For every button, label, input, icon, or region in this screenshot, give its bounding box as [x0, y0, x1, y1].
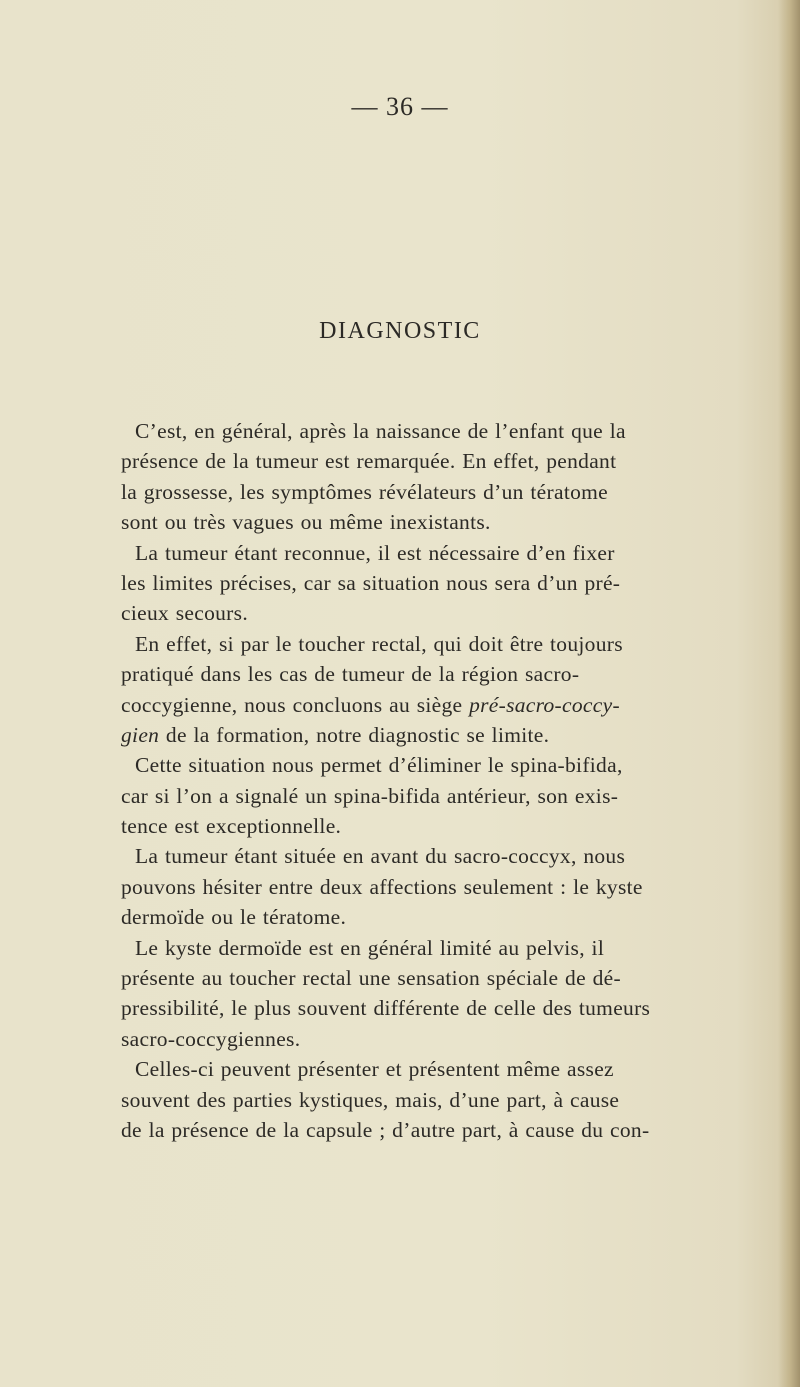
text-run: Celles-ci peuvent présenter et présentent même assez — [135, 1057, 614, 1082]
italic-text: pré-sacro-coccy- — [469, 692, 620, 717]
text-line — [121, 750, 771, 780]
text-run: pouvons hésiter entre deux affections seulement : le kyste — [121, 874, 643, 899]
text-line — [121, 446, 771, 476]
text-line — [121, 872, 771, 902]
text-line — [121, 933, 771, 963]
text-run: tence est exceptionnelle. — [121, 814, 342, 839]
text-run: coccygienne, nous concluons au siège — [121, 692, 470, 717]
text-run: C’est, en général, après la naissance de l’enfant que la — [135, 419, 626, 443]
text-run: les limites précises, car sa situation nous sera d’un pré- — [121, 570, 621, 595]
text-line — [121, 507, 771, 537]
italic-text: gien — [121, 722, 160, 747]
body-text — [121, 416, 771, 1145]
text-run: présente au toucher rectal une sensation spéciale de dé- — [121, 966, 621, 991]
text-run: de la présence de la capsule ; d’autre part, à cause du con- — [121, 1117, 650, 1142]
text-line — [121, 841, 771, 871]
text-line — [121, 1054, 771, 1084]
text-run: présence de la tumeur est remarquée. En effet, pendant — [121, 449, 617, 474]
text-line — [121, 690, 771, 720]
text-run: La tumeur étant reconnue, il est nécessaire d’en fixer — [135, 540, 615, 565]
text-run: Cette situation nous permet d’éliminer le spina-bifida, — [135, 753, 623, 778]
page-number: — 36 — — [351, 92, 449, 121]
text-run: La tumeur étant située en avant du sacro-coccyx, nous — [135, 844, 626, 869]
text-line — [121, 781, 771, 811]
text-line — [121, 963, 771, 993]
text-line — [121, 568, 771, 598]
text-line — [121, 598, 771, 628]
text-run: En effet, si par le toucher rectal, qui doit être toujours — [135, 631, 623, 656]
text-line — [121, 416, 771, 446]
text-run: pressibilité, le plus souvent différente de celle des tumeurs — [121, 996, 651, 1021]
section-heading: DIAGNOSTIC — [319, 318, 481, 344]
text-line — [121, 1085, 771, 1115]
text-line — [121, 659, 771, 689]
text-line — [121, 811, 771, 841]
page-edge-shadow — [778, 0, 800, 1387]
text-run: la grossesse, les symptômes révélateurs d’un tératome — [121, 479, 609, 504]
text-run: pratiqué dans les cas de tumeur de la région sacro- — [121, 662, 580, 687]
text-line — [121, 538, 771, 568]
text-run: car si l’on a signalé un spina-bifida antérieur, son exis- — [121, 783, 619, 808]
text-run: sacro-coccygiennes. — [121, 1026, 301, 1051]
text-line — [121, 720, 771, 750]
text-run: Le kyste dermoïde est en général limité au pelvis, il — [135, 935, 605, 960]
text-run: sont ou très vagues ou même inexistants. — [121, 510, 491, 535]
text-line — [121, 993, 771, 1023]
text-run: de la formation, notre diagnostic se limite. — [159, 722, 550, 747]
text-line — [121, 902, 771, 932]
text-run: souvent des parties kystiques, mais, d’une part, à cause — [121, 1087, 620, 1112]
text-line — [121, 477, 771, 507]
text-line — [121, 1024, 771, 1054]
text-run: cieux secours. — [121, 601, 248, 626]
text-run: dermoïde ou le tératome. — [121, 905, 347, 930]
text-line — [121, 629, 771, 659]
text-line — [121, 1115, 771, 1145]
